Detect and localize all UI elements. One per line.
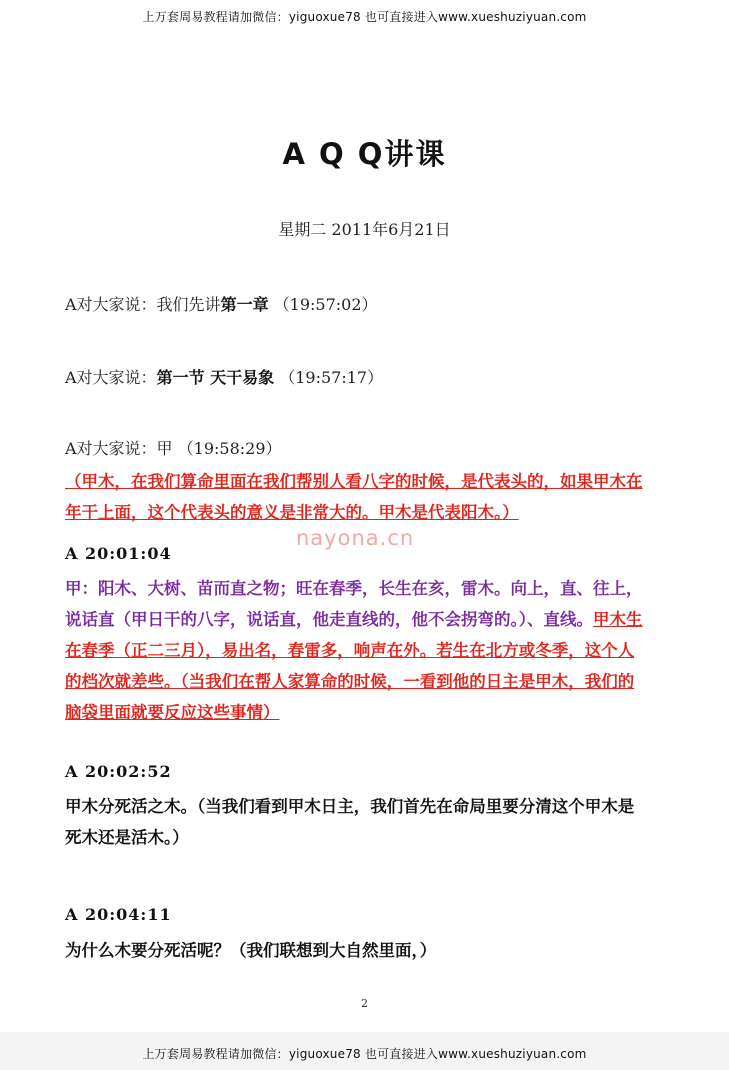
paragraph-jia-purple: 甲：阳木、大树、苗而直之物；旺在春季，长生在亥，雷木。向上，直、往上，说话直（甲日干的八字，说话直，他走直线的，他不会拐弯的。）、直线。 [65, 579, 643, 629]
paragraph-dead-live: 甲木分死活之木。（当我们看到甲木日主，我们首先在命局里要分清这个甲木是死木还是活木。） [65, 797, 635, 847]
paragraph-jia [65, 573, 645, 728]
page-number: 2 [361, 997, 368, 1010]
chat-line-bold: 第一节 天干易象 [156, 368, 275, 387]
timestamp-2: A 20:02:52 [65, 762, 172, 781]
chat-line-prefix: A对大家说：我们先讲 [65, 295, 221, 314]
header-banner: 上万套周易教程请加微信：yiguoxue78 也可直接进入www.xueshuziyuan.com [142, 10, 587, 24]
paragraph-jia-red: 甲木生在春季（正二三月），易出名，春雷多，响声在外。若生在北方或冬季，这个人的档次就差些。（当我们在帮人家算命的时候，一看到他的日主是甲木，我们的脑袋里面就要反应这些事情） [65, 610, 643, 722]
chat-line-time: （19:58:29） [177, 439, 282, 458]
watermark: nayona.cn [296, 526, 415, 550]
chat-line [65, 365, 383, 388]
paragraph-why: 为什么木要分死活呢？（我们联想到大自然里面，） [65, 941, 437, 960]
chat-line-time: （19:57:02） [273, 295, 378, 314]
chat-line-prefix: A对大家说： [65, 368, 157, 387]
note-red-1: （甲木，在我们算命里面在我们帮别人看八字的时候，是代表头的，如果甲木在年干上面，这个代表头的意义是非常大的。甲木是代表阳木。） [65, 472, 643, 522]
chat-line-prefix: A对大家说：甲 [65, 439, 173, 458]
chat-line [65, 436, 282, 459]
lecture-date: 星期二 2011年6月21日 [278, 220, 451, 239]
chat-line [65, 292, 378, 315]
chat-line-bold: 第一章 [220, 295, 269, 314]
chat-line-time: （19:57:17） [279, 368, 384, 387]
timestamp-3: A 20:04:11 [65, 905, 172, 924]
footer-banner: 上万套周易教程请加微信：yiguoxue78 也可直接进入www.xueshuziyuan.com [142, 1047, 587, 1061]
page-title: A Q Q讲课 [282, 137, 447, 171]
timestamp-1: A 20:01:04 [65, 544, 172, 563]
